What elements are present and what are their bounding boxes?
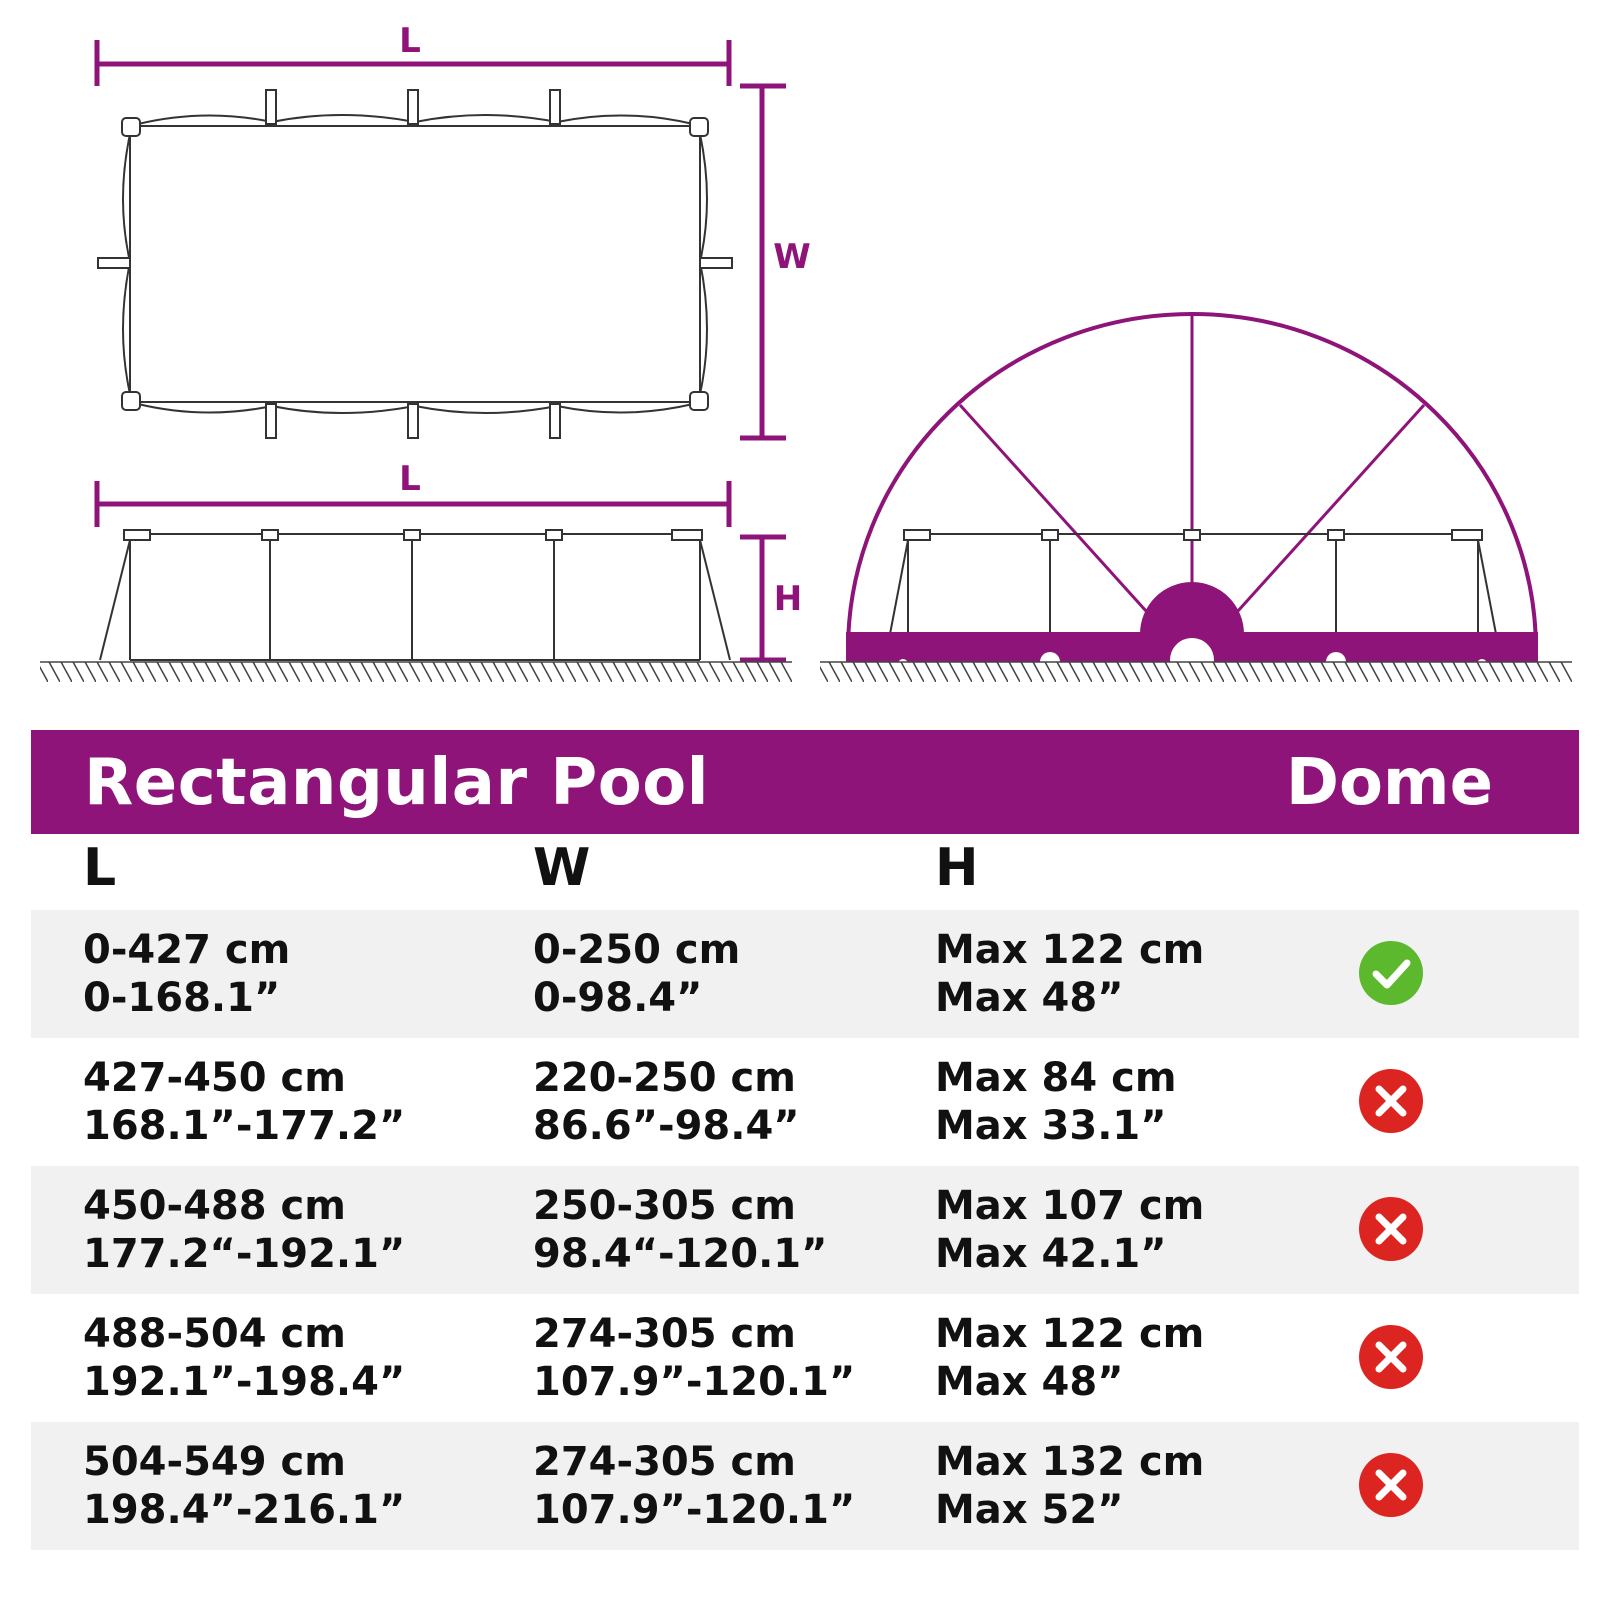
cross-icon bbox=[1359, 1069, 1423, 1133]
dome-view bbox=[846, 314, 1538, 682]
table-header-bar bbox=[31, 730, 1579, 834]
ground-hatch-right bbox=[820, 662, 1572, 682]
pool-dimension-diagram bbox=[0, 0, 1600, 700]
width-cell bbox=[533, 1054, 800, 1150]
height-in: Max 48” bbox=[935, 975, 1124, 1021]
width-cm: 274-305 cm bbox=[533, 1311, 796, 1357]
height-cell bbox=[935, 1054, 1177, 1150]
width-in: 0-98.4” bbox=[533, 975, 703, 1021]
ground-hatch-left bbox=[40, 662, 792, 682]
length-cell bbox=[83, 1054, 405, 1150]
height-cm: Max 107 cm bbox=[935, 1183, 1205, 1229]
height-cell bbox=[935, 1310, 1204, 1406]
width-cell bbox=[533, 1310, 855, 1406]
column-header-width: W bbox=[533, 838, 591, 898]
width-cm: 274-305 cm bbox=[533, 1439, 796, 1485]
height-cm: Max 132 cm bbox=[935, 1439, 1205, 1485]
table-title: Rectangular Pool bbox=[84, 746, 710, 820]
height-cm: Max 122 cm bbox=[935, 927, 1205, 973]
length-cell bbox=[83, 1182, 405, 1278]
width-in: 86.6”-98.4” bbox=[533, 1103, 800, 1149]
length-in: 192.1”-198.4” bbox=[83, 1359, 406, 1405]
table-row bbox=[31, 910, 1579, 1038]
table-row bbox=[31, 1294, 1579, 1422]
length-cm: 488-504 cm bbox=[83, 1311, 346, 1357]
column-header-length: L bbox=[83, 838, 117, 898]
height-in: Max 52” bbox=[935, 1487, 1124, 1533]
height-cm: Max 84 cm bbox=[935, 1055, 1177, 1101]
length-cm: 450-488 cm bbox=[83, 1183, 346, 1229]
length-cell bbox=[83, 1310, 405, 1406]
height-in: Max 48” bbox=[935, 1359, 1124, 1405]
length-in: 168.1”-177.2” bbox=[83, 1103, 406, 1149]
width-label: W bbox=[773, 237, 811, 277]
table-row bbox=[31, 1422, 1579, 1550]
width-cell bbox=[533, 1438, 855, 1534]
pool-side-view bbox=[100, 530, 730, 660]
cross-icon bbox=[1359, 1197, 1423, 1261]
height-in: Max 33.1” bbox=[935, 1103, 1167, 1149]
width-cm: 250-305 cm bbox=[533, 1183, 796, 1229]
width-cell bbox=[533, 1182, 827, 1278]
table-row bbox=[31, 1166, 1579, 1294]
width-in: 107.9”-120.1” bbox=[533, 1359, 856, 1405]
cross-icon bbox=[1359, 1453, 1423, 1517]
height-cell bbox=[935, 1438, 1204, 1534]
height-cell bbox=[935, 1182, 1204, 1278]
column-headers bbox=[31, 834, 1579, 910]
top-length-label: L bbox=[399, 21, 421, 61]
side-length-label: L bbox=[399, 459, 421, 499]
width-cm: 0-250 cm bbox=[533, 927, 741, 973]
table-row bbox=[31, 1038, 1579, 1166]
length-cm: 427-450 cm bbox=[83, 1055, 346, 1101]
width-cell bbox=[533, 926, 740, 1022]
height-label: H bbox=[773, 579, 803, 619]
length-cell bbox=[83, 1438, 405, 1534]
width-in: 107.9”-120.1” bbox=[533, 1487, 856, 1533]
check-icon bbox=[1359, 941, 1423, 1005]
length-cell bbox=[83, 926, 290, 1022]
height-cell bbox=[935, 926, 1204, 1022]
height-in: Max 42.1” bbox=[935, 1231, 1167, 1277]
length-in: 177.2“-192.1” bbox=[83, 1231, 406, 1277]
length-in: 198.4”-216.1” bbox=[83, 1487, 406, 1533]
height-cm: Max 122 cm bbox=[935, 1311, 1205, 1357]
column-header-height: H bbox=[935, 838, 979, 898]
width-cm: 220-250 cm bbox=[533, 1055, 796, 1101]
pool-top-view bbox=[98, 90, 732, 438]
length-cm: 0-427 cm bbox=[83, 927, 291, 973]
width-in: 98.4“-120.1” bbox=[533, 1231, 828, 1277]
length-cm: 504-549 cm bbox=[83, 1439, 346, 1485]
compatibility-table bbox=[31, 910, 1579, 1550]
cross-icon bbox=[1359, 1325, 1423, 1389]
length-in: 0-168.1” bbox=[83, 975, 281, 1021]
dome-column-title: Dome bbox=[1285, 746, 1493, 820]
